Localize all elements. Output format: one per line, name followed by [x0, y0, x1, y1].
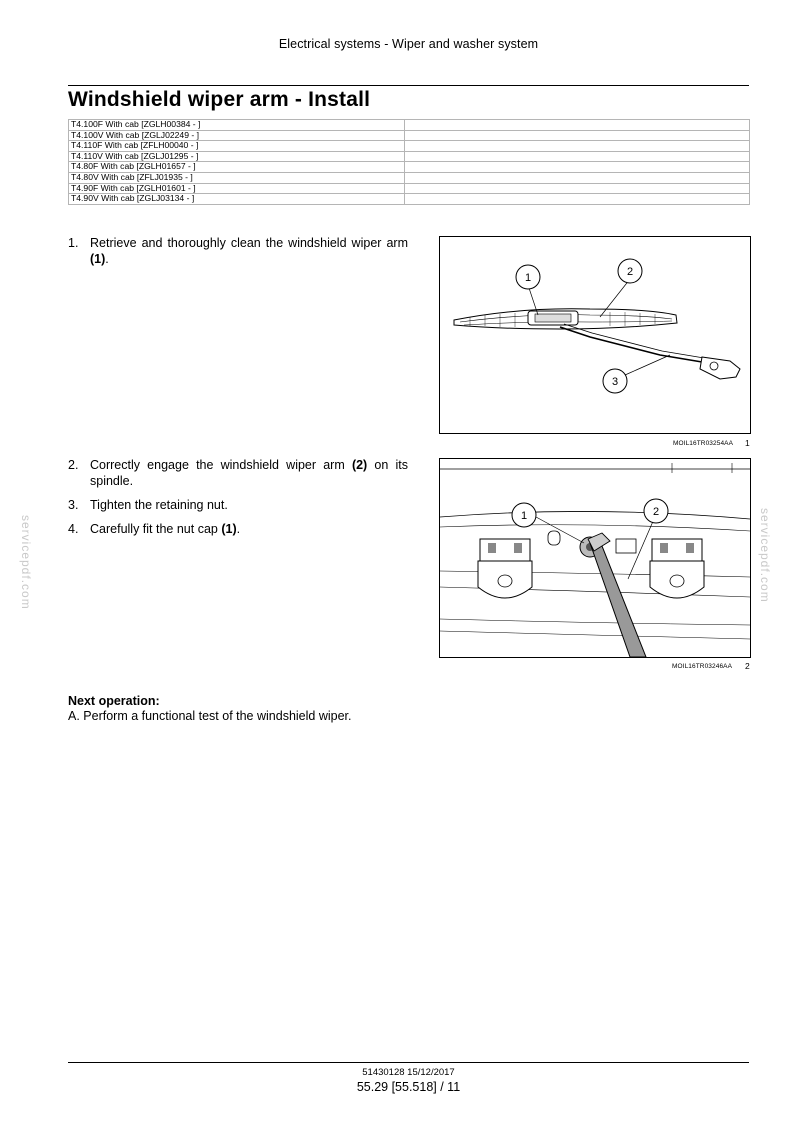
next-operation-text: A. Perform a functional test of the windshield wiper.	[68, 709, 352, 723]
watermark-left: servicepdf.com	[19, 515, 33, 610]
next-operation-heading: Next operation:	[68, 694, 160, 708]
table-row	[69, 141, 750, 152]
wiper-arm-illustration	[440, 237, 750, 433]
step-number: 4.	[68, 522, 79, 536]
callout-ref: (2)	[351, 458, 368, 472]
table-row	[69, 130, 750, 141]
model-cell: T4.100V With cab [ZGLJ02249 - ]	[69, 130, 405, 141]
footer-page-number: 55.29 [55.518] / 11	[356, 1080, 461, 1094]
step-4	[68, 521, 408, 537]
step-text	[90, 521, 408, 537]
figure-code: MOIL16TR03254AA	[673, 440, 734, 447]
table-row	[69, 151, 750, 162]
step-text-after: .	[236, 522, 241, 536]
page-title: Windshield wiper arm - Install	[68, 88, 371, 111]
empty-cell	[405, 162, 750, 173]
model-cell: T4.110V With cab [ZGLJ01295 - ]	[69, 151, 405, 162]
step-text-after: .	[105, 252, 109, 266]
table-row	[69, 194, 750, 205]
figure-number: 1	[745, 438, 750, 448]
step-3	[68, 497, 408, 513]
step-text-after: on its spindle.	[90, 458, 408, 488]
empty-cell	[405, 151, 750, 162]
model-cell: T4.90V With cab [ZGLJ03134 - ]	[69, 194, 405, 205]
callout-1: 1	[524, 272, 532, 284]
footer-doc-number: 51430128 15/12/2017	[362, 1067, 455, 1078]
empty-cell	[405, 172, 750, 183]
callout-2: 2	[652, 506, 660, 518]
figure-number: 2	[745, 661, 750, 671]
callout-3: 3	[611, 376, 619, 388]
table-row	[69, 120, 750, 131]
step-number: 1.	[68, 236, 79, 250]
table-row	[69, 172, 750, 183]
step-text-main: Carefully fit the nut cap	[90, 522, 218, 536]
step-text	[90, 457, 408, 489]
model-cell: T4.80V With cab [ZFLJ01935 - ]	[69, 172, 405, 183]
model-cell: T4.80F With cab [ZGLH01657 - ]	[69, 162, 405, 173]
step-text-main: Correctly engage the windshield wiper arm	[90, 458, 345, 472]
empty-cell	[405, 120, 750, 131]
step-number: 3.	[68, 498, 79, 512]
step-1	[68, 235, 408, 267]
step-2	[68, 457, 408, 489]
callout-ref: (1)	[221, 522, 237, 536]
figure-code: MOIL16TR03246AA	[672, 663, 733, 670]
header-rule	[68, 85, 749, 86]
figure-1-wiper-arm	[439, 236, 751, 434]
callout-2: 2	[626, 266, 634, 278]
watermark-right: servicepdf.com	[758, 508, 772, 603]
callout-ref: (1)	[90, 252, 106, 266]
empty-cell	[405, 183, 750, 194]
step-text-main: Retrieve and thoroughly clean the windshield wiper arm	[90, 236, 408, 250]
footer-rule	[68, 1062, 749, 1063]
model-cell: T4.90F With cab [ZGLH01601 - ]	[69, 183, 405, 194]
table-row	[69, 183, 750, 194]
empty-cell	[405, 141, 750, 152]
table-row	[69, 162, 750, 173]
model-cell: T4.100F With cab [ZGLH00384 - ]	[69, 120, 405, 131]
step-number: 2.	[68, 458, 79, 472]
empty-cell	[405, 194, 750, 205]
model-cell: T4.110F With cab [ZFLH00040 - ]	[69, 141, 405, 152]
step-text: Tighten the retaining nut.	[90, 498, 228, 512]
model-applicability-table	[68, 119, 750, 205]
empty-cell	[405, 130, 750, 141]
figure-2-wiper-spindle	[439, 458, 751, 658]
step-text	[90, 235, 408, 267]
running-header: Electrical systems - Wiper and washer system	[278, 37, 539, 51]
spindle-illustration	[440, 459, 750, 657]
callout-1: 1	[520, 510, 528, 522]
